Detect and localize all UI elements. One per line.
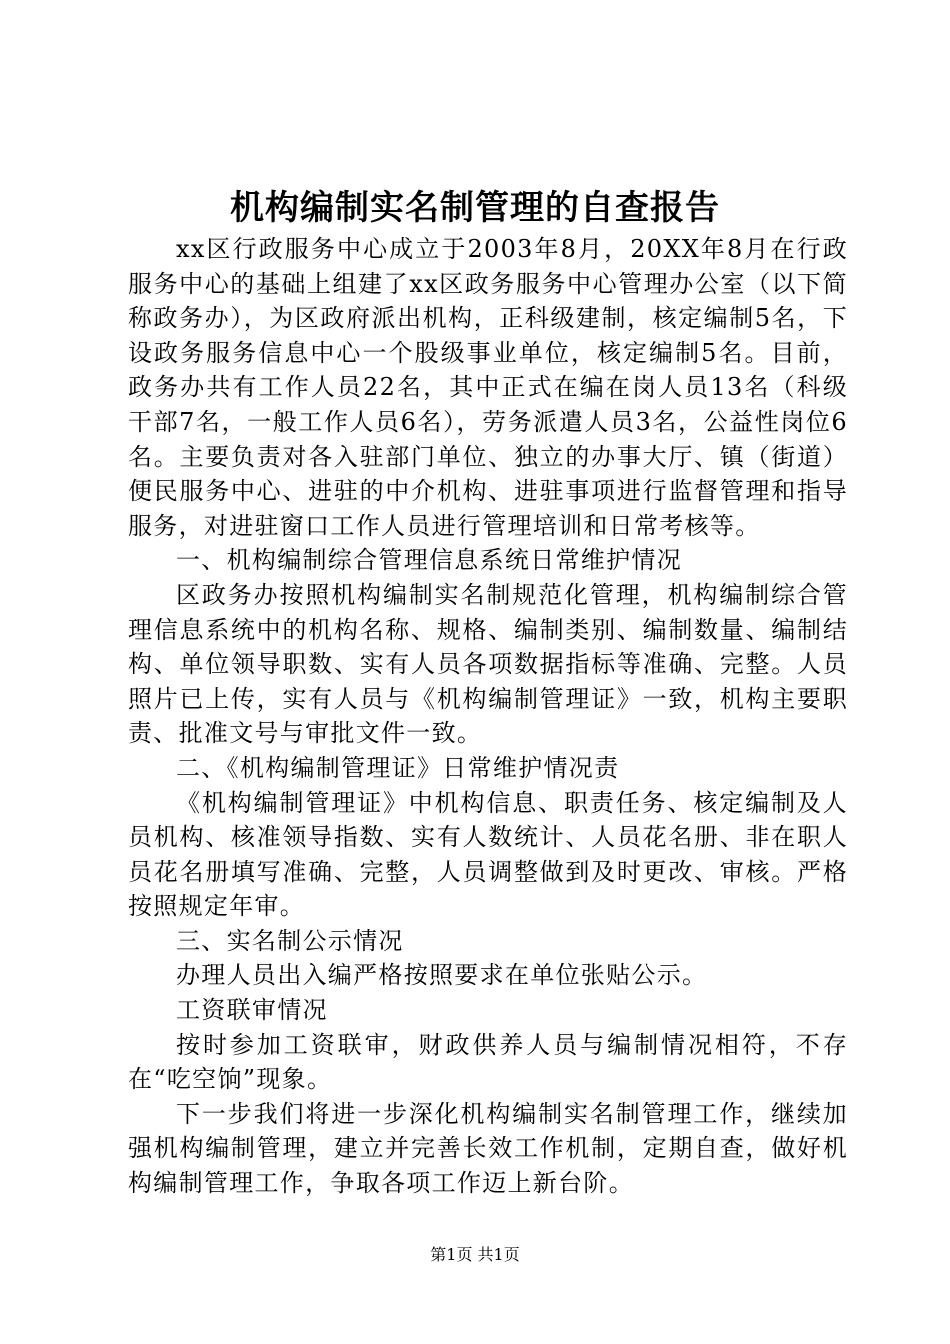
document-title: 机构编制实名制管理的自查报告: [230, 188, 720, 228]
paragraph-section-1: 区政务办按照机构编制实名制规范化管理，机构编制综合管理信息系统中的机构名称、规格、编制类别、编制数量、编制结构、单位领导职数、实有人员各项数据指标等准确、完整。人员照片已上传，实有人员与《机构编制管理证》一致，机构主要职责、批准文号与审批文件一致。: [128, 580, 848, 748]
paragraph-section-3: 办理人员出入编严格按照要求在单位张贴公示。: [176, 961, 708, 990]
paragraph-intro: xx区行政服务中心成立于2003年8月，20XX年8月在行政服务中心的基础上组建了xx区政务服务中心管理办公室（以下简称政务办），为区政府派出机构，正科级建制，核定编制5名，下设政务服务信息中心一个股级事业单位，核定编制5名。目前，政务办共有工作人员22名，其中正式在编在岗人员13名（科级干部7名，一般工作人员6名），劳务派遣人员3名，公益性岗位6名。主要负责对各入驻部门单位、独立的办事大厅、镇（街道）便民服务中心、进驻的中介机构、进驻事项进行监督管理和指导服务，对进驻窗口工作人员进行管理培训和日常考核等。: [128, 235, 848, 540]
section-heading-4: 工资联审情况: [176, 996, 328, 1025]
section-heading-1: 一、机构编制综合管理信息系统日常维护情况: [176, 546, 682, 575]
section-heading-3: 三、实名制公示情况: [176, 926, 404, 955]
document-body: [128, 232, 848, 1201]
page-number-footer: 第1页 共1页: [430, 1245, 520, 1264]
section-heading-2: 二、《机构编制管理证》日常维护情况责: [176, 753, 620, 782]
paragraph-section-2: 《机构编制管理证》中机构信息、职责任务、核定编制及人员机构、核准领导指数、实有人数统计、人员花名册、非在职人员花名册填写准确、完整，人员调整做到及时更改、审核。严格按照规定年审。: [128, 788, 848, 921]
paragraph-section-4: 按时参加工资联审，财政供养人员与编制情况相符，不存在“吃空饷”现象。: [128, 1030, 848, 1094]
paragraph-conclusion: 下一步我们将进一步深化机构编制实名制管理工作，继续加强机构编制管理，建立并完善长效工作机制，定期自查，做好机构编制管理工作，争取各项工作迈上新台阶。: [128, 1099, 848, 1198]
